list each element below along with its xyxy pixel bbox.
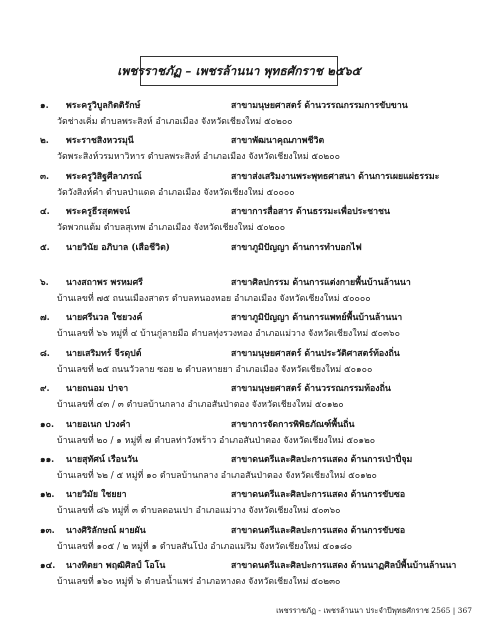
entry-heading bbox=[40, 558, 480, 574]
award-field: สาขามนุษยศาสตร์ ด้านประวัติศาสตร์ท้องถิ่น bbox=[231, 348, 400, 359]
honoree-address: บ้านเลขที่ ๗๕ ถนนเมืองสาตร ตำบลหนองหอย อำเภอเมือง จังหวัดเชียงใหม่ ๕๐๐๐๐ bbox=[57, 293, 371, 304]
honoree-name: นายสุทัศน์ เรือนวัน bbox=[66, 454, 138, 465]
entry-heading bbox=[40, 487, 480, 503]
entry-number: ๔. bbox=[40, 207, 50, 218]
award-field: สาขาการสื่อสาร ด้านธรรมะเพื่อประชาชน bbox=[231, 207, 391, 218]
award-field: สาขาดนตรีและศิลปะการแสดง ด้านการขับซอ bbox=[231, 490, 406, 501]
list-item bbox=[40, 523, 480, 558]
honoree-name: นางทิตยา พฤฒิศิลป์ โอโน bbox=[66, 561, 166, 572]
honoree-name: พระราชสิงหวรมุนี bbox=[66, 136, 134, 147]
list-item bbox=[40, 133, 480, 168]
award-field: สาขาศิลปกรรม ด้านการแต่งกายพื้นบ้านล้านนา bbox=[231, 277, 411, 288]
list-item bbox=[40, 275, 480, 310]
entry-heading bbox=[40, 523, 480, 539]
honoree-name: นายเสริมทร์ จีรดุปต์ bbox=[66, 348, 142, 359]
honoree-address: บ้านเลขที่ ๑๐๕ / ๒ หมู่ที่ ๑ ตำบลสันโป่ง อำเภอแม่ริม จังหวัดเชียงใหม่ ๕๐๑๘๐ bbox=[57, 541, 353, 552]
award-field: สาขาพัฒนาคุณภาพชีวิต bbox=[231, 136, 325, 147]
entry-number: ๑๑. bbox=[40, 454, 55, 465]
list-item bbox=[40, 169, 480, 204]
entry-heading bbox=[40, 417, 480, 433]
honoree-name: นายถนอม ปาจา bbox=[66, 384, 129, 395]
honoree-address: วัดวังสิงห์คำ ตำบลป่าแดด อำเภอเมือง จังหวัดเชียงใหม่ ๕๐๐๐๐ bbox=[57, 187, 295, 198]
honoree-name: พระครูธีรสุตพจน์ bbox=[66, 207, 131, 218]
entry-number: ๑๔. bbox=[40, 561, 56, 572]
honoree-name: นายศรีนวล ใชยวงค์ bbox=[66, 313, 143, 324]
entry-heading bbox=[40, 381, 480, 397]
entry-number: ๑๐. bbox=[40, 419, 55, 430]
list-item bbox=[40, 452, 480, 487]
entry-heading bbox=[40, 204, 480, 220]
honoree-name: นายอเนก ปวงคำ bbox=[66, 419, 131, 430]
honoree-name: นายวินัย อภิบาล (เสือชีวิต) bbox=[66, 242, 170, 253]
entry-number: ๗. bbox=[40, 313, 50, 324]
list-item bbox=[40, 204, 480, 239]
list-item bbox=[40, 381, 480, 416]
entry-number: ๒. bbox=[40, 136, 49, 147]
entry-number: ๑๒. bbox=[40, 490, 55, 501]
entry-heading bbox=[40, 275, 480, 291]
award-field: สาขาดนตรีและศิลปะการแสดง ด้านการขับซอ bbox=[231, 525, 406, 536]
award-field: สาขาภูมิปัญญา ด้านการทำบอกไฟ bbox=[231, 242, 362, 253]
honoree-address: บ้านเลขที่ ๖๖ หมู่ที่ ๔ บ้านกู่ลายมือ ตำบลทุ่งรวงทอง อำเภอแม่วาง จังหวัดเชียงใหม่ ๕๐๓๖๐ bbox=[57, 329, 400, 340]
honoree-name: นายวิมัย ใชยยา bbox=[66, 490, 127, 501]
entry-number: ๓. bbox=[40, 171, 50, 182]
award-field: สาขาดนตรีและศิลปะการแสดง ด้านการเป่าปี่จุม bbox=[231, 454, 413, 465]
entry-number: ๕. bbox=[40, 242, 50, 253]
list-item bbox=[40, 240, 480, 275]
list-item bbox=[40, 310, 480, 345]
entry-number: ๑. bbox=[40, 101, 49, 111]
list-item bbox=[40, 558, 480, 593]
entry-heading bbox=[40, 133, 480, 149]
entry-heading bbox=[40, 169, 480, 185]
honoree-address: บ้านเลขที่ ๘๖ หมู่ที่ ๓ ตำบลดอนเปา อำเภอแม่วาง จังหวัดเชียงใหม่ ๕๐๓๖๐ bbox=[57, 506, 341, 517]
entry-heading bbox=[40, 310, 480, 326]
list-item bbox=[40, 417, 480, 452]
honoree-address: บ้านเลขที่ ๒๐ / ๑ หมู่ที่ ๗ ตำบลท่าวังพร้าว อำเภอสันป่าตอง จังหวัดเชียงใหม่ ๕๐๑๒๐ bbox=[57, 435, 376, 446]
list-item bbox=[40, 98, 480, 133]
list-item bbox=[40, 346, 480, 381]
entry-number: ๘. bbox=[40, 348, 50, 359]
entry-heading bbox=[40, 346, 480, 362]
honoree-address: วัดพระสิงห์วรมหาวิหาร ตำบลพระสิงห์ อำเภอเมือง จังหวัดเชียงใหม่ ๕๐๒๐๐ bbox=[57, 152, 340, 163]
honoree-name: นางศิริลักษณ์ ผายผัน bbox=[66, 525, 146, 536]
honoree-list bbox=[40, 98, 480, 593]
title-box bbox=[117, 56, 361, 86]
honoree-name: นางสถาพร พรหมศรี bbox=[66, 277, 143, 288]
award-field: สาขาดนตรีและศิลปะการแสดง ด้านนาฏศิลป์พื้นบ้านล้านนา bbox=[231, 561, 457, 572]
award-field: สาขาภูมิปัญญา ด้านการแพทย์พื้นบ้านล้านนา bbox=[231, 313, 403, 324]
entry-heading bbox=[40, 98, 480, 114]
honoree-address: วัดพวกแต้ม ตำบลสุเทพ อำเภอเมือง จังหวัดเชียงใหม่ ๕๐๒๐๐ bbox=[57, 223, 286, 234]
honoree-address: บ้านเลขที่ ๖๒ / ๕ หมู่ที่ ๑๐ ตำบลบ้านกลาง อำเภอสันป่าตอง จังหวัดเชียงใหม่ ๕๐๑๒๐ bbox=[57, 470, 377, 481]
honoree-name: พระครูวิสิฐศีลาภรณ์ bbox=[66, 171, 142, 182]
honoree-address: วัดช่างเคิ่ม ตำบลพระสิงห์ อำเภอเมือง จังหวัดเชียงใหม่ ๕๐๒๐๐ bbox=[57, 117, 293, 127]
award-field: สาขามนุษยศาสตร์ ด้านวรรณกรรมท้องถิ่น bbox=[231, 384, 391, 395]
honoree-address: บ้านเลขที่ ๒๕ ถนนวัวลาย ซอย ๒ ตำบลหายยา อำเภอเมือง จังหวัดเชียงใหม่ ๕๐๑๐๐ bbox=[57, 364, 373, 375]
page-footer: เพชรราชภัฏ - เพชรล้านนา ประจำปีพุทธศักราช 2565 | 367 bbox=[276, 606, 472, 615]
entry-number: ๑๓. bbox=[40, 525, 55, 536]
award-field: สาขาการจัดการพิพิธภัณฑ์พื้นถิ่น bbox=[231, 419, 355, 430]
honoree-name: พระครูวิบูลกิตติรักษ์ bbox=[66, 101, 141, 111]
entry-number: ๙. bbox=[40, 384, 50, 395]
entry-heading bbox=[40, 240, 480, 256]
entry-number: ๖. bbox=[40, 277, 49, 288]
page-title: เพชรราชภัฏ – เพชรล้านนา พุทธศักราช ๒๕๖๕ bbox=[117, 63, 361, 78]
list-item bbox=[40, 487, 480, 522]
award-field: สาขาส่งเสริมงานพระพุทธศาสนา ด้านการเผยแผ่ธรรมะ bbox=[231, 171, 440, 182]
entry-heading bbox=[40, 452, 480, 468]
award-field: สาขามนุษยศาสตร์ ด้านวรรณกรรมการขับขาน bbox=[231, 101, 408, 111]
honoree-address: บ้านเลขที่ ๔๓ / ๓ ตำบลบ้านกลาง อำเภอสันป่าตอง จังหวัดเชียงใหม่ ๕๐๑๒๐ bbox=[57, 400, 344, 411]
honoree-address: บ้านเลขที่ ๑๖๐ หมู่ที่ ๖ ตำบลน้ำแพร่ อำเภอหางดง จังหวัดเชียงใหม่ ๕๐๒๓๐ bbox=[57, 577, 341, 588]
